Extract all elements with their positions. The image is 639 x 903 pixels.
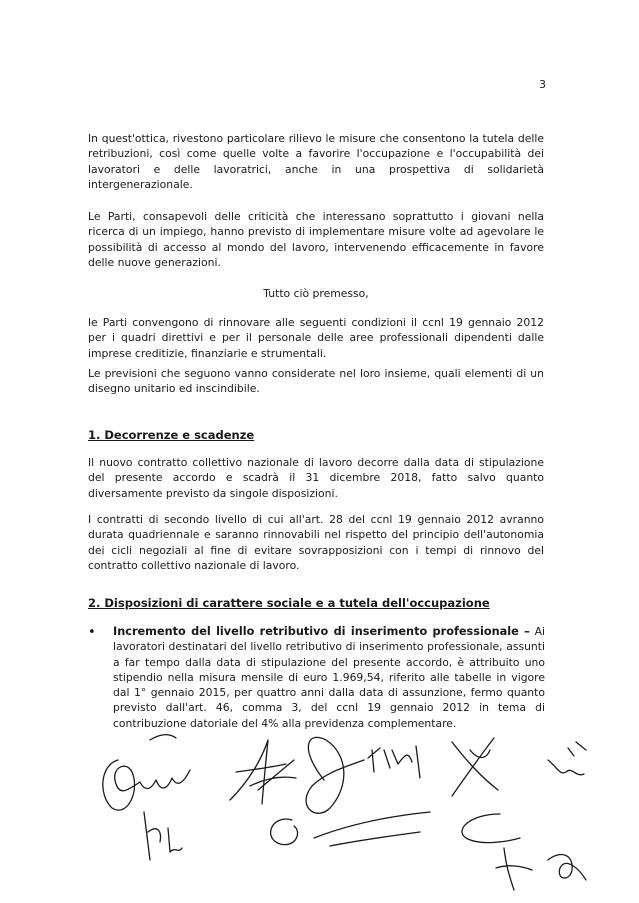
section-1-paragraph-2: I contratti di secondo livello di cui all'art. 28 del ccnl 19 gennaio 2012 avranno durata quadriennale e saranno rinnovabili nel rispetto del principio dell'autonomia dei cicli negoziali al fine di evitare sovrapposizioni con i tempi di rinnovo del contratto collettivo nazionale di lavoro. <box>88 513 544 572</box>
signature-8 <box>271 812 430 846</box>
signature-10 <box>496 848 532 890</box>
premise-line: Tutto ciò premesso, <box>263 287 369 300</box>
signatures-area <box>0 720 639 903</box>
signature-9 <box>462 814 520 843</box>
signature-2 <box>230 740 296 804</box>
signature-3 <box>306 737 364 813</box>
intro-paragraph-2: Le Parti, consapevoli delle criticità che interessano soprattutto i giovani nella ricerca di un impiego, hanno previsto di implementare misure volte ad agevolare le possibilità di accesso al mondo del lavoro, intervenendo efficacemente in favore delle nuove generazioni. <box>88 210 544 269</box>
signature-6 <box>548 742 586 775</box>
section-2-heading: 2. Disposizioni di carattere sociale e a tutela dell'occupazione <box>88 596 490 610</box>
intro-paragraph-4: Le previsioni che seguono vanno considerate nel loro insieme, quali elementi di un disegno unitario ed inscindibile. <box>88 367 544 396</box>
signature-1 <box>103 735 190 810</box>
page-number: 3 <box>539 78 546 91</box>
signature-7 <box>144 812 182 860</box>
bullet-title: Incremento del livello retributivo di inserimento professionale – <box>113 625 530 638</box>
section-1-paragraph-1: Il nuovo contratto collettivo nazionale di lavoro decorre dalla data di stipulazione del presente accordo e scadrà il 31 dicembre 2018, fatto salvo quanto diversamente previsto da singole disposizioni. <box>88 456 544 500</box>
signature-5 <box>452 738 498 796</box>
intro-paragraph-3: le Parti convengono di rinnovare alle seguenti condizioni il ccnl 19 gennaio 2012 per i quadri direttivi e per il personale delle aree professionali dipendenti dalle imprese creditizie, finanziarie e strumentali. <box>88 316 544 360</box>
intro-paragraph-1: In quest'ottica, rivestono particolare rilievo le misure che consentono la tutela delle retribuzioni, così come quelle volte a favorire l'occupazione e l'occupabilità dei lavoratori e delle lavoratrici, anche in una prospettiva di solidarietà intergenerazionale. <box>88 132 544 191</box>
bullet-marker: • <box>88 625 96 640</box>
signature-4 <box>368 746 420 778</box>
section-1-heading: 1. Decorrenze e scadenze <box>88 428 255 442</box>
bullet-item <box>113 624 545 731</box>
bullet-text: Ai lavoratori destinatari del livello retributivo di inserimento professionale, assunti a far tempo dalla data di stipulazione del presente accordo, è attribuito uno stipendio nella misura mensile di euro 1.969,54, riferito alle tabelle in vigore dal 1° gennaio 2015, per quattro anni dalla data di assunzione, fermo quanto previsto dall'art. 46, comma 3, del ccnl 19 gennaio 2012 in tema di contribuzione datoriale del 4% alla previdenza complementare. <box>113 625 545 730</box>
signature-11 <box>548 855 586 880</box>
